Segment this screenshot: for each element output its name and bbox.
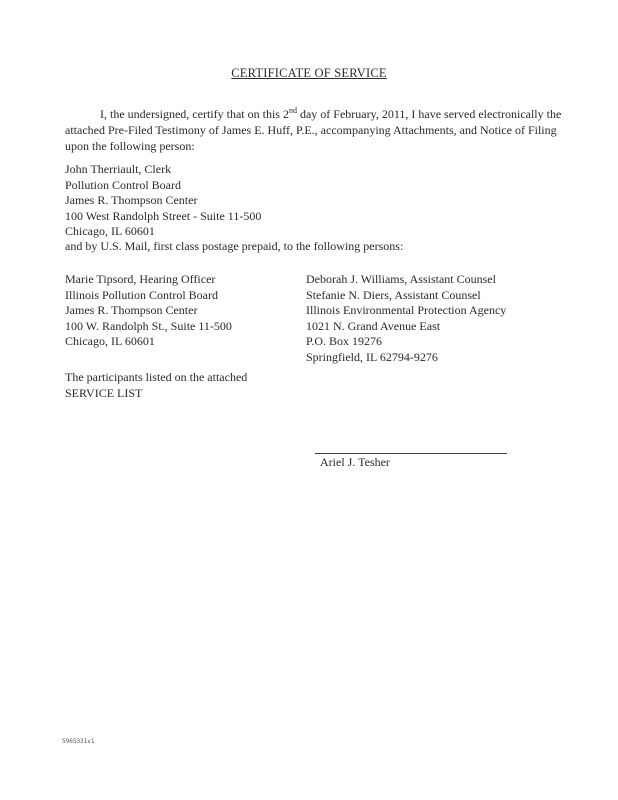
- document-title: CERTIFICATE OF SERVICE: [231, 66, 387, 80]
- document-id-code: 5965331v1: [62, 738, 95, 745]
- ordinal-suffix: nd: [288, 106, 297, 115]
- address-line: 100 W. Randolph St., Suite 11-500: [65, 318, 232, 333]
- participants-note: [65, 370, 247, 401]
- hearing-officer-address: [65, 272, 232, 350]
- clerk-address: [65, 162, 261, 240]
- intro-text-end: day of February, 2011, I have served electronically the attached Pre-Filed Testimony of James E. Huff, P.E., accompanying Attachments, and Notice of Filing upon the following person:: [65, 107, 562, 153]
- signer-name: Ariel J. Tesher: [320, 455, 390, 469]
- address-line: James R. Thompson Center: [65, 193, 198, 208]
- address-line: Marie Tipsord, Hearing Officer: [65, 272, 216, 286]
- participants-line: The participants listed on the attached: [65, 370, 248, 384]
- participants-line: SERVICE LIST: [65, 385, 143, 400]
- address-line: Chicago, IL 60601: [65, 224, 155, 239]
- address-line: Springfield, IL 62794-9276: [306, 349, 438, 364]
- mail-intro: and by U.S. Mail, first class postage prepaid, to the following persons:: [65, 239, 404, 253]
- intro-text-start: I, the undersigned, certify that on this 2: [100, 107, 289, 121]
- signature-line: [315, 453, 507, 454]
- address-line: John Therriault, Clerk: [65, 162, 172, 176]
- address-line: Deborah J. Williams, Assistant Counsel: [306, 272, 496, 286]
- address-line: James R. Thompson Center: [65, 303, 198, 318]
- address-line: P.O. Box 19276: [306, 334, 383, 349]
- certification-paragraph: [65, 103, 565, 154]
- address-line: Chicago, IL 60601: [65, 334, 155, 349]
- address-line: Stefanie N. Diers, Assistant Counsel: [306, 287, 481, 302]
- address-line: Illinois Environmental Protection Agency: [306, 303, 507, 318]
- address-line: 1021 N. Grand Avenue East: [306, 318, 441, 333]
- epa-counsel-address: [306, 272, 506, 366]
- address-line: Pollution Control Board: [65, 177, 182, 192]
- address-line: 100 West Randolph Street - Suite 11-500: [65, 208, 262, 223]
- address-line: Illinois Pollution Control Board: [65, 287, 219, 302]
